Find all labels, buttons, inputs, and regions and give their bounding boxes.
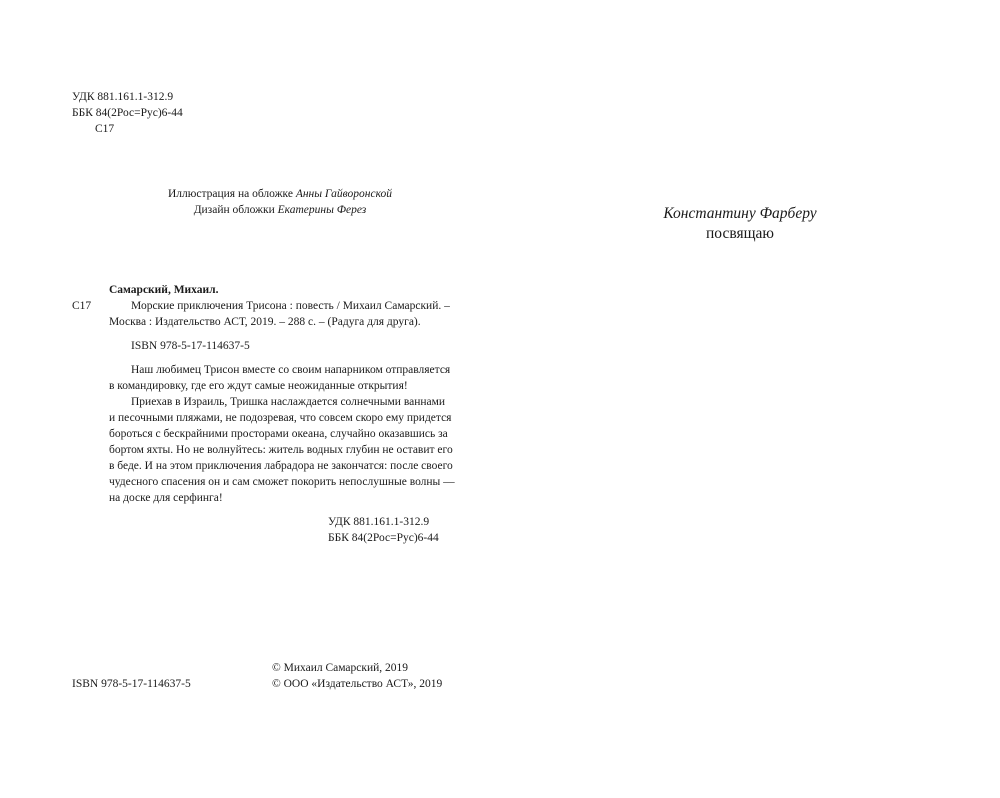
annotation-line: чудесного спасения он и сам сможет покорить непослушные волны — (109, 476, 455, 488)
author-mark: С17 (95, 123, 115, 135)
dedication-verb: посвящаю (706, 225, 774, 242)
illustration-credit-prefix: Иллюстрация на обложке (167, 188, 293, 200)
catalog-description-line-1: Морские приключения Трисона : повесть / Михаил Самарский. – (131, 300, 450, 312)
catalog-udk: УДК 881.161.1-312.9 (328, 516, 430, 528)
catalog-bbk: ББК 84(2Рос=Рус)6-44 (328, 532, 439, 544)
cover-design-credit-prefix: Дизайн обложки (193, 204, 275, 216)
annotation-line: и песочными пляжами, не подозревая, что совсем скоро ему придется (109, 412, 452, 424)
designer-name: Екатерины Ферез (277, 204, 367, 216)
bbk-code: ББК 84(2Рос=Рус)6-44 (72, 107, 183, 119)
copyright-publisher: © ООО «Издательство АСТ», 2019 (272, 678, 443, 690)
annotation-line: в беде. И на этом приключения лабрадора не закончатся: после своего (109, 460, 453, 472)
annotation-line: на доске для серфинга! (109, 492, 223, 504)
illustration-credit (0, 186, 560, 202)
annotation-line: Наш любимец Трисон вместе со своим напарником отправляется (131, 364, 451, 376)
catalog-isbn: ISBN 978-5-17-114637-5 (131, 340, 250, 352)
annotation-line: Приехав в Израиль, Тришка наслаждается солнечными ваннами (131, 396, 446, 408)
catalog-description-line-2: Москва : Издательство АСТ, 2019. – 288 с. – (Радуга для друга). (109, 316, 421, 328)
cover-design-credit (0, 202, 560, 218)
footer-isbn: ISBN 978-5-17-114637-5 (72, 678, 191, 690)
annotation-line: в командировку, где его ждут самые неожиданные открытия! (109, 380, 408, 392)
annotation-line: бортом яхты. Но не волнуйтесь: житель водных глубин не оставит его (109, 444, 453, 456)
dedication-name: Константину Фарберу (663, 205, 817, 222)
illustrator-name: Анны Гайворонской (295, 188, 393, 200)
copyright-author: © Михаил Самарский, 2019 (272, 662, 409, 674)
catalog-code: С17 (72, 300, 92, 312)
udk-code: УДК 881.161.1-312.9 (72, 91, 174, 103)
annotation-line: бороться с бескрайними просторами океана, случайно оказавшись за (109, 428, 448, 440)
catalog-heading: Самарский, Михаил. (109, 284, 219, 296)
